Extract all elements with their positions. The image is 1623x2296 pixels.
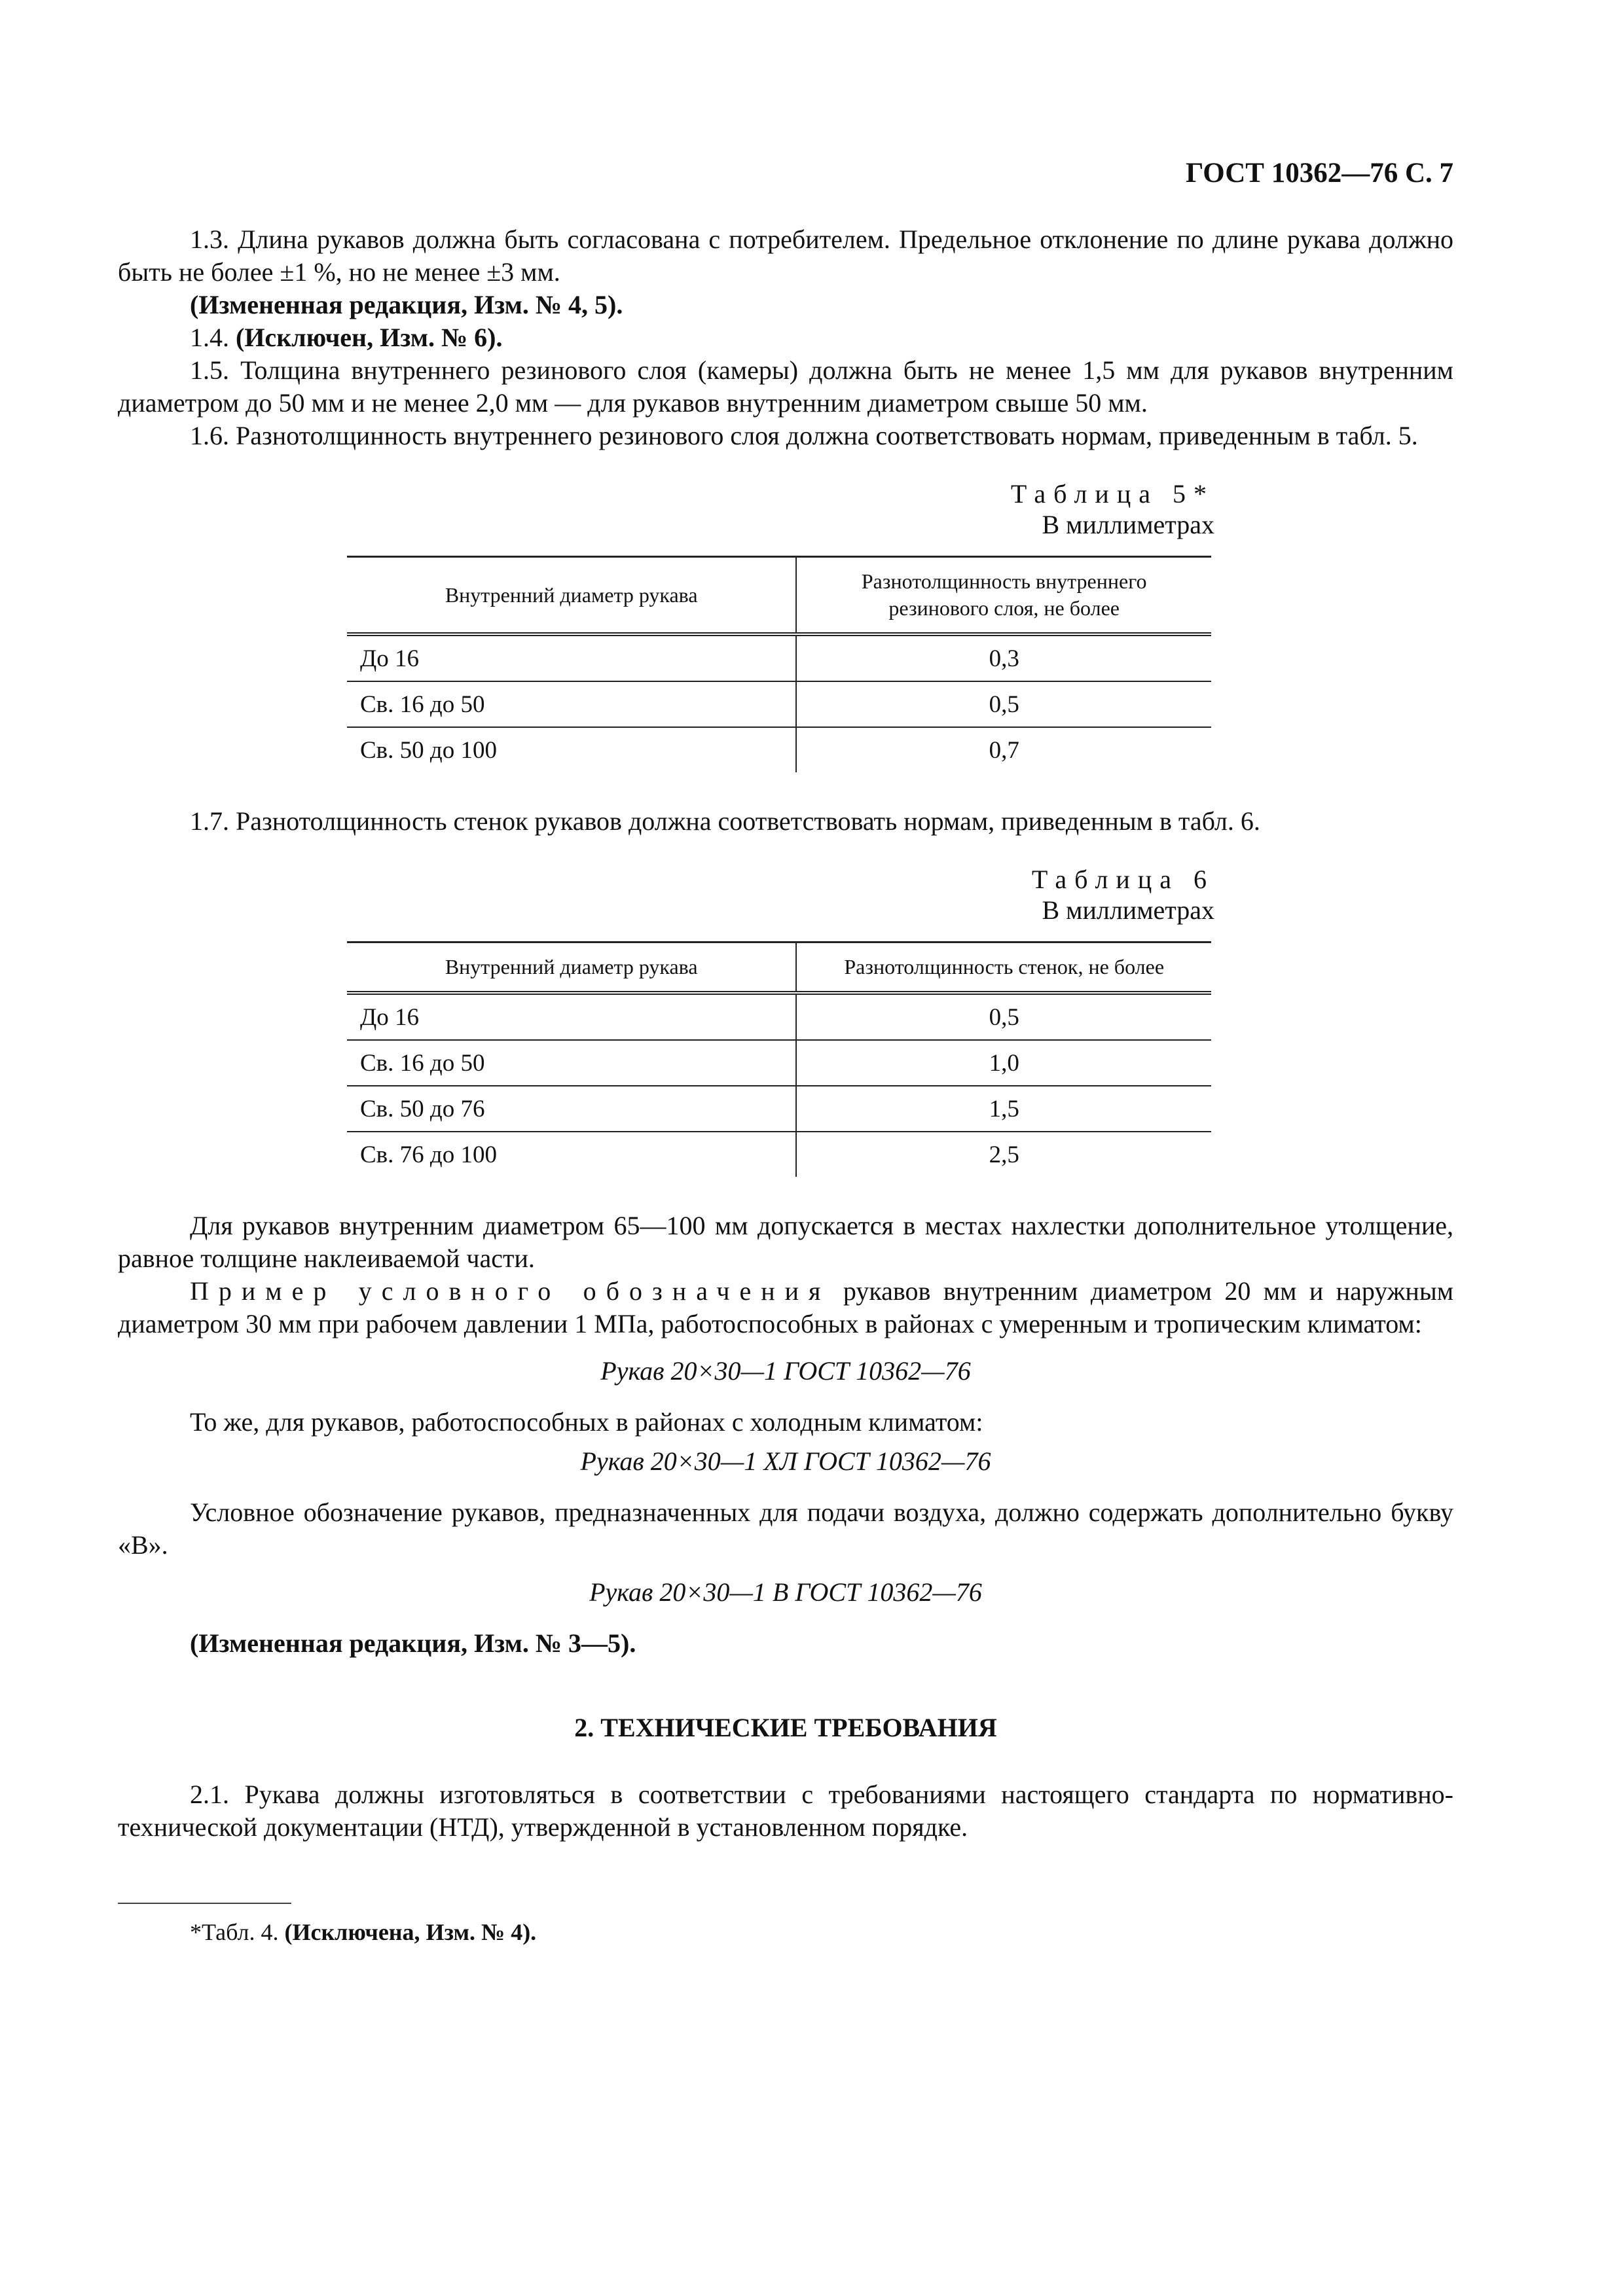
paragraph-air: Условное обозначение рукавов, предназначенных для подачи воздуха, должно содержать дополнительно букву «В». — [118, 1498, 1453, 1560]
table-cell-diameter: Св. 50 до 100 — [360, 736, 497, 764]
table-row — [347, 634, 1211, 681]
table-5-header-variation: Разнотолщинность внутреннего резинового слоя, не более — [796, 557, 1211, 635]
table-5-caption-block — [118, 478, 1214, 540]
footnote-separator — [118, 1903, 291, 1904]
table-row — [347, 727, 1211, 772]
footnote-prefix: *Табл. 4. — [190, 1919, 279, 1945]
table-cell-diameter: До 16 — [347, 634, 796, 681]
paragraph-1-4 — [118, 321, 1453, 354]
paragraph-overlap: Для рукавов внутренним диаметром 65—100 мм допускается в местах нахлестки дополнительное утолщение, равное толщине наклеиваемой части. — [118, 1211, 1453, 1273]
table-6-header-variation: Разнотолщинность стенок, не более — [796, 942, 1211, 994]
table-6 — [347, 941, 1211, 1177]
table-row — [347, 1040, 1211, 1086]
table-row — [347, 1132, 1211, 1177]
example-label: Пример условного обозначения — [190, 1276, 831, 1306]
page-header: ГОСТ 10362—76 С. 7 — [1185, 158, 1453, 188]
example-text: рукавов внутренним диаметром 20 мм и наружным диаметром 30 мм при рабочем давлении 1 МПа, работоспособных в районах с умеренным и тропическим климатом: — [118, 1276, 1454, 1338]
section-heading: 2. ТЕХНИЧЕСКИЕ ТРЕБОВАНИЯ — [574, 1713, 997, 1742]
table-cell-value: 0,5 — [796, 681, 1211, 727]
designation-example-2: Рукав 20×30—1 ХЛ ГОСТ 10362—76 — [580, 1446, 991, 1476]
table-6-units: В миллиметрах — [1042, 895, 1214, 925]
excluded-note: (Исключен, Изм. № 6). — [236, 323, 503, 352]
amendment-note: (Измененная редакция, Изм. № 4, 5). — [190, 290, 623, 319]
table-cell-value: 0,7 — [796, 727, 1211, 772]
table-cell-value: 0,3 — [796, 634, 1211, 681]
designation-example-3: Рукав 20×30—1 В ГОСТ 10362—76 — [589, 1577, 982, 1607]
paragraph-1-3: 1.3. Длина рукавов должна быть согласована с потребителем. Предельное отклонение по длине рукава должно быть не более ±1 %, но не менее ±3 мм. — [118, 224, 1453, 287]
table-5-caption: Таблица 5* — [1010, 479, 1214, 509]
paragraph-1-6: 1.6. Разнотолщинность внутреннего резинового слоя должна соответствовать нормам, приведенным в табл. 5. — [190, 421, 1418, 450]
table-row — [347, 1086, 1211, 1132]
designation-example-1: Рукав 20×30—1 ГОСТ 10362—76 — [600, 1356, 971, 1386]
table-cell-value: 1,5 — [796, 1086, 1211, 1132]
table-cell-value: 2,5 — [796, 1132, 1211, 1177]
table-cell-diameter: Св. 76 до 100 — [360, 1141, 497, 1168]
paragraph-number: 1.4. — [190, 323, 229, 352]
table-6-caption-block — [118, 864, 1214, 925]
table-cell-diameter: До 16 — [347, 993, 796, 1040]
paragraph-1-5: 1.5. Толщина внутреннего резинового слоя (камеры) должна быть не менее 1,5 мм для рукавов внутренним диаметром до 50 мм и не менее 2,0 мм — для рукавов внутренним диаметром свыше 50 мм. — [118, 355, 1453, 418]
paragraph-example — [118, 1275, 1453, 1340]
table-5-header-diameter: Внутренний диаметр рукава — [347, 557, 796, 635]
table-cell-diameter: Св. 16 до 50 — [347, 1040, 796, 1086]
paragraph-cold-climate: То же, для рукавов, работоспособных в районах с холодным климатом: — [190, 1407, 983, 1437]
table-cell-diameter: Св. 50 до 76 — [347, 1086, 796, 1132]
table-cell-value: 1,0 — [796, 1040, 1211, 1086]
amendment-note-2: (Измененная редакция, Изм. № 3—5). — [190, 1628, 636, 1658]
table-cell-diameter: Св. 16 до 50 — [347, 681, 796, 727]
table-cell-value: 0,5 — [796, 993, 1211, 1040]
table-6-caption: Таблица 6 — [1031, 865, 1214, 894]
table-row — [347, 681, 1211, 727]
document-page — [118, 157, 1453, 1947]
table-5-units: В миллиметрах — [1042, 510, 1214, 539]
footnote-bold: (Исключена, Изм. № 4). — [284, 1919, 537, 1945]
paragraph-2-1: 2.1. Рукава должны изготовляться в соответствии с требованиями настоящего стандарта по нормативно-технической документации (НТД), утвержденной в установленном порядке. — [118, 1780, 1453, 1842]
table-5 — [347, 556, 1211, 772]
paragraph-1-7: 1.7. Разнотолщинность стенок рукавов должна соответствовать нормам, приведенным в табл. 6. — [190, 806, 1260, 836]
table-6-header-diameter: Внутренний диаметр рукава — [347, 942, 796, 994]
footnote — [118, 1917, 1453, 1947]
table-row — [347, 993, 1211, 1040]
